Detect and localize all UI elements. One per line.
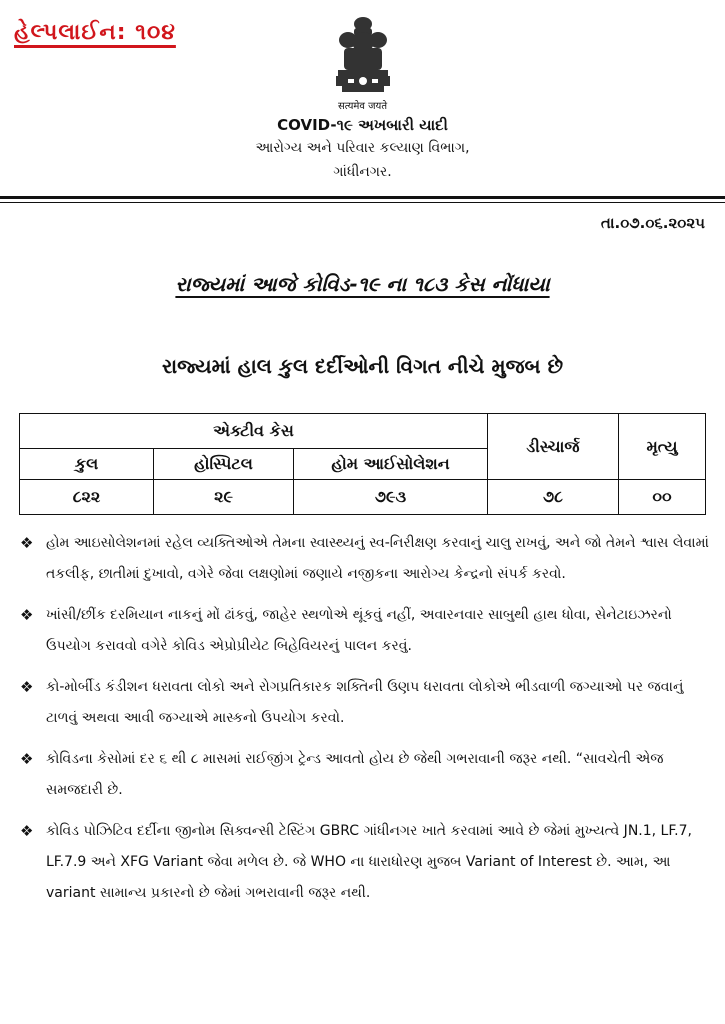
advisory-text: હોમ આઇસોલેશનમાં રહેલ વ્યક્તિઓએ તેમના સ્વાસ્થ્યનું સ્વ-નિરીક્ષણ કરવાનું ચાલુ રાખવું, અને જો તેમને શ્વાસ લેવામાં તકલીફ, છાતીમાં દુખાવો, વગેરે જેવા લક્ષણોમાં જણાયે નજીકના આરોગ્ય કેન્દ્રનો સંપર્ક કરવો. (46, 535, 709, 582)
list-item (20, 816, 710, 909)
helpline-number: હેલ્પલાઈન: ૧૦૪ (14, 20, 176, 45)
active-cases-header: એક્ટીવ કેસ (20, 414, 488, 449)
total-header: કુલ (20, 449, 154, 480)
list-item (20, 600, 710, 662)
hospital-header: હોસ્પિટલ (154, 449, 294, 480)
diamond-bullet-icon: ❖ (20, 534, 34, 552)
diamond-bullet-icon: ❖ (20, 750, 34, 768)
press-release-title: COVID-૧૯ અખબારી યાદી (277, 116, 448, 134)
total-value: ૮૨૨ (20, 480, 154, 515)
headline: રાજ્યમાં આજે કોવિડ-૧૯ ના ૧૮૩ કેસ નોંધાયા (175, 272, 550, 296)
advisory-text: કો-મોર્બીડ કંડીશન ધરાવતા લોકો અને રોગપ્રતિકારક શક્તિની ઉણપ ધરાવતા લોકોએ ભીડવાળી જગ્યાઓ પર જવાનું ટાળવું અથવા આવી જગ્યાએ માસ્કનો ઉપયોગ કરવો. (46, 679, 684, 726)
hospital-value: ૨૯ (154, 480, 294, 515)
list-item (20, 528, 710, 590)
deaths-value: ૦૦ (619, 480, 706, 515)
state-emblem-icon (318, 10, 408, 100)
diamond-bullet-icon: ❖ (20, 606, 34, 624)
home-isolation-value: ૭૯૩ (294, 480, 488, 515)
table-row (20, 480, 706, 515)
diamond-bullet-icon: ❖ (20, 822, 34, 840)
diamond-bullet-icon: ❖ (20, 678, 34, 696)
advisory-text: કોવિડ પોઝિટિવ દર્દીના જીનોમ સિક્વન્સી ટેસ્ટિંગ GBRC ગાંધીનગર ખાતે કરવામાં આવે છે જેમાં મુખ્યત્વે JN.1, LF.7, LF.7.9 અને XFG Variant જેવા મળેલ છે. જે WHO ના ધારાધોરણ મુજબ Variant of Interest છે. આમ, આ variant સામાન્ય પ્રકારનો છે જેમાં ગભરાવાની જરૂર નથી. (46, 823, 692, 901)
list-item (20, 744, 710, 806)
table-subheading: રાજ્યમાં હાલ કુલ દર્દીઓની વિગત નીચે મુજબ છે (161, 354, 564, 378)
deaths-header: મૃત્યુ (619, 414, 706, 480)
discharge-value: ૭૮ (488, 480, 619, 515)
department-name: આરોગ્ય અને પરિવાર કલ્યાણ વિભાગ, (255, 140, 470, 156)
emblem-motto: सत्यमेव जयते (337, 101, 388, 112)
discharge-header: ડીસ્ચાર્જ (488, 414, 619, 480)
city-name: ગાંધીનગર. (333, 164, 392, 180)
advisory-text: કોવિડના કેસોમાં દર ૬ થી ૮ માસમાં રાઈજીંગ ટ્રેન્ડ આવતો હોય છે જેથી ગભરાવાની જરૂર નથી. “સાવચેતી એજ સમજદારી છે. (46, 751, 664, 798)
list-item (20, 672, 710, 734)
header-divider-thin (0, 202, 725, 203)
header-divider (0, 196, 725, 199)
advisory-text: ખાંસી/છીંક દરમિયાન નાકનું મોં ઢાંકવું, જાહેર સ્થળોએ થૂંકવું નહીં, અવારનવાર સાબુથી હાથ ધોવા, સેનેટાઇઝરનો ઉપયોગ કરાવવો વગેરે કોવિડ એપ્રોપ્રીયેટ બિહેવિયરનું પાલન કરવું. (46, 607, 672, 654)
advisory-list (20, 528, 710, 919)
home-isolation-header: હોમ આઈસોલેશન (294, 449, 488, 480)
cases-table (19, 413, 706, 515)
release-date: તા.૦૭.૦૬.૨૦૨૫ (600, 214, 705, 232)
